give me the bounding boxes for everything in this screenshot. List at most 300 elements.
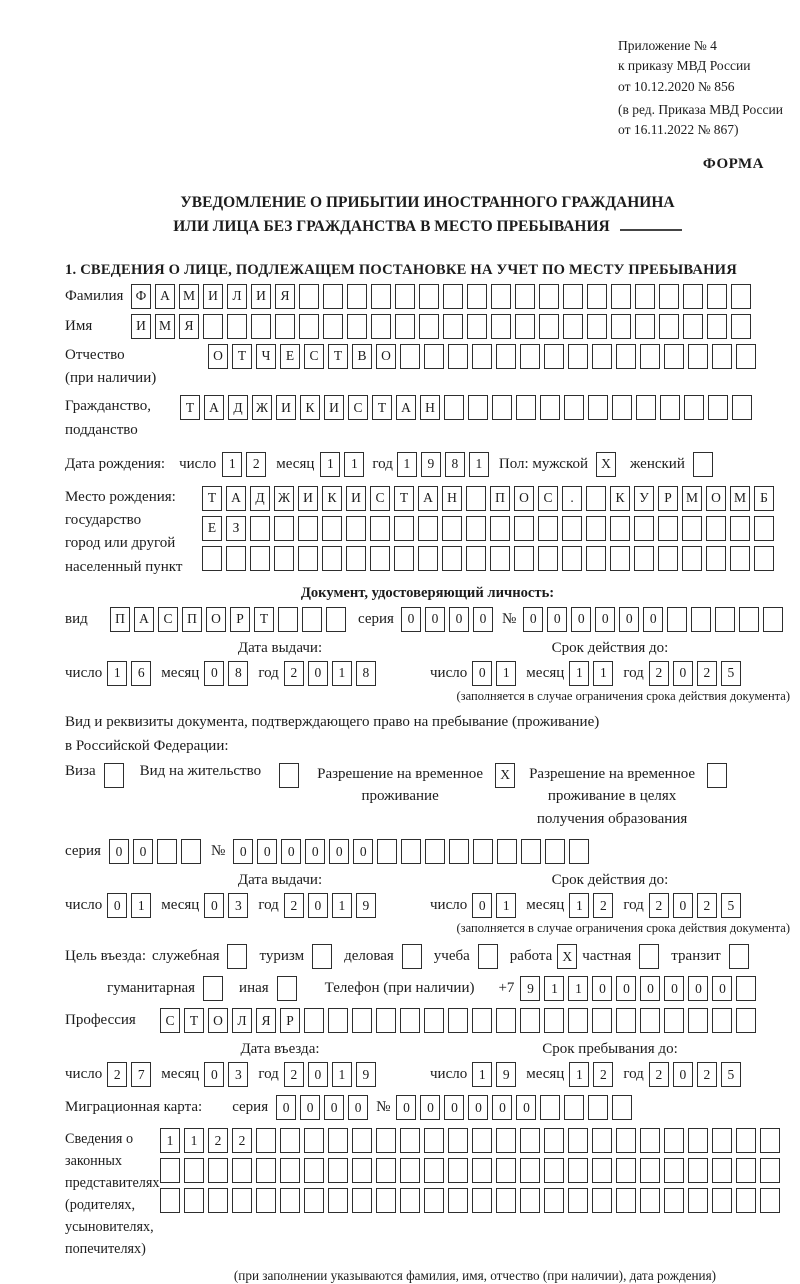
char-cell[interactable]: 0 — [396, 1095, 416, 1120]
char-cell[interactable] — [682, 546, 702, 571]
char-cell[interactable] — [658, 516, 678, 541]
char-cell[interactable] — [544, 1128, 564, 1153]
char-cell[interactable] — [563, 284, 583, 309]
char-cell[interactable]: О — [706, 486, 726, 511]
purpose-rabota-checkbox[interactable]: X — [557, 944, 577, 969]
char-cell[interactable]: 0 — [204, 661, 224, 686]
char-cell[interactable]: 0 — [616, 976, 636, 1001]
char-cell[interactable] — [592, 1188, 612, 1213]
purpose-inaya-checkbox[interactable] — [277, 976, 297, 1001]
char-cell[interactable] — [468, 395, 488, 420]
char-cell[interactable] — [256, 1188, 276, 1213]
char-cell[interactable] — [394, 546, 414, 571]
char-cell[interactable] — [443, 284, 463, 309]
char-cell[interactable] — [299, 314, 319, 339]
char-cell[interactable]: 9 — [356, 1062, 376, 1087]
vnzh-checkbox[interactable] — [279, 763, 299, 788]
char-cell[interactable] — [730, 516, 750, 541]
char-cell[interactable] — [466, 546, 486, 571]
char-cell[interactable] — [448, 1008, 468, 1033]
char-cell[interactable]: 0 — [673, 661, 693, 686]
char-cell[interactable] — [442, 546, 462, 571]
rvp-edu-checkbox[interactable] — [707, 763, 727, 788]
char-cell[interactable]: Л — [227, 284, 247, 309]
char-cell[interactable] — [640, 1188, 660, 1213]
char-cell[interactable]: 2 — [208, 1128, 228, 1153]
char-cell[interactable] — [442, 516, 462, 541]
char-cell[interactable]: 0 — [133, 839, 153, 864]
char-cell[interactable]: 2 — [232, 1128, 252, 1153]
char-cell[interactable] — [395, 314, 415, 339]
char-cell[interactable]: 0 — [640, 976, 660, 1001]
char-cell[interactable] — [466, 516, 486, 541]
char-cell[interactable]: Я — [275, 284, 295, 309]
char-cell[interactable]: С — [538, 486, 558, 511]
char-cell[interactable] — [640, 1158, 660, 1183]
char-cell[interactable] — [520, 1008, 540, 1033]
char-cell[interactable]: П — [490, 486, 510, 511]
char-cell[interactable]: И — [298, 486, 318, 511]
char-cell[interactable] — [184, 1158, 204, 1183]
char-cell[interactable] — [739, 607, 759, 632]
char-cell[interactable] — [712, 1128, 732, 1153]
char-cell[interactable] — [544, 1158, 564, 1183]
char-cell[interactable]: 0 — [348, 1095, 368, 1120]
char-cell[interactable] — [443, 314, 463, 339]
char-cell[interactable]: 0 — [308, 661, 328, 686]
char-cell[interactable]: 0 — [492, 1095, 512, 1120]
char-cell[interactable] — [520, 1128, 540, 1153]
char-cell[interactable]: Ф — [131, 284, 151, 309]
char-cell[interactable]: 2 — [649, 1062, 669, 1087]
char-cell[interactable]: Р — [658, 486, 678, 511]
char-cell[interactable]: 5 — [721, 661, 741, 686]
char-cell[interactable] — [371, 314, 391, 339]
char-cell[interactable] — [731, 314, 751, 339]
char-cell[interactable]: 0 — [324, 1095, 344, 1120]
char-cell[interactable]: Е — [202, 516, 222, 541]
char-cell[interactable]: 9 — [520, 976, 540, 1001]
char-cell[interactable] — [564, 1095, 584, 1120]
char-cell[interactable] — [684, 395, 704, 420]
char-cell[interactable]: А — [396, 395, 416, 420]
char-cell[interactable]: 1 — [544, 976, 564, 1001]
char-cell[interactable] — [688, 1158, 708, 1183]
char-cell[interactable]: К — [322, 486, 342, 511]
char-cell[interactable] — [278, 607, 298, 632]
char-cell[interactable]: 2 — [697, 1062, 717, 1087]
char-cell[interactable] — [376, 1008, 396, 1033]
char-cell[interactable] — [736, 976, 756, 1001]
sex-female-checkbox[interactable] — [693, 452, 713, 477]
char-cell[interactable]: И — [203, 284, 223, 309]
char-cell[interactable] — [640, 1128, 660, 1153]
char-cell[interactable] — [715, 607, 735, 632]
char-cell[interactable]: 1 — [332, 893, 352, 918]
char-cell[interactable] — [736, 1158, 756, 1183]
char-cell[interactable] — [208, 1188, 228, 1213]
purpose-tranzit-checkbox[interactable] — [729, 944, 749, 969]
char-cell[interactable]: Р — [230, 607, 250, 632]
char-cell[interactable] — [539, 284, 559, 309]
char-cell[interactable]: 0 — [204, 893, 224, 918]
char-cell[interactable]: 2 — [246, 452, 266, 477]
char-cell[interactable] — [562, 516, 582, 541]
char-cell[interactable]: Е — [280, 344, 300, 369]
char-cell[interactable] — [466, 486, 486, 511]
char-cell[interactable]: 0 — [257, 839, 277, 864]
char-cell[interactable]: 0 — [595, 607, 615, 632]
char-cell[interactable]: 0 — [276, 1095, 296, 1120]
char-cell[interactable] — [688, 344, 708, 369]
char-cell[interactable] — [521, 839, 541, 864]
char-cell[interactable] — [683, 314, 703, 339]
char-cell[interactable]: 0 — [329, 839, 349, 864]
char-cell[interactable] — [181, 839, 201, 864]
char-cell[interactable] — [418, 546, 438, 571]
char-cell[interactable]: 0 — [444, 1095, 464, 1120]
char-cell[interactable] — [592, 344, 612, 369]
char-cell[interactable]: С — [160, 1008, 180, 1033]
char-cell[interactable] — [616, 1188, 636, 1213]
char-cell[interactable] — [610, 546, 630, 571]
char-cell[interactable] — [664, 1158, 684, 1183]
char-cell[interactable] — [586, 516, 606, 541]
char-cell[interactable]: 1 — [569, 893, 589, 918]
char-cell[interactable]: 3 — [228, 893, 248, 918]
char-cell[interactable] — [496, 1158, 516, 1183]
char-cell[interactable]: С — [158, 607, 178, 632]
char-cell[interactable] — [612, 395, 632, 420]
char-cell[interactable] — [514, 546, 534, 571]
char-cell[interactable]: Н — [442, 486, 462, 511]
char-cell[interactable] — [707, 284, 727, 309]
char-cell[interactable] — [449, 839, 469, 864]
char-cell[interactable] — [588, 1095, 608, 1120]
char-cell[interactable] — [664, 1008, 684, 1033]
char-cell[interactable] — [592, 1158, 612, 1183]
char-cell[interactable]: К — [610, 486, 630, 511]
char-cell[interactable] — [586, 486, 606, 511]
char-cell[interactable]: 1 — [332, 661, 352, 686]
char-cell[interactable]: Т — [180, 395, 200, 420]
char-cell[interactable] — [328, 1188, 348, 1213]
char-cell[interactable] — [588, 395, 608, 420]
char-cell[interactable] — [472, 1008, 492, 1033]
char-cell[interactable] — [370, 546, 390, 571]
char-cell[interactable] — [473, 839, 493, 864]
char-cell[interactable]: С — [348, 395, 368, 420]
char-cell[interactable] — [538, 546, 558, 571]
char-cell[interactable] — [515, 314, 535, 339]
char-cell[interactable] — [754, 546, 774, 571]
char-cell[interactable] — [736, 1128, 756, 1153]
char-cell[interactable] — [587, 284, 607, 309]
char-cell[interactable] — [371, 284, 391, 309]
char-cell[interactable]: 2 — [284, 661, 304, 686]
char-cell[interactable]: 2 — [284, 1062, 304, 1087]
char-cell[interactable]: М — [179, 284, 199, 309]
char-cell[interactable] — [400, 344, 420, 369]
char-cell[interactable] — [490, 546, 510, 571]
char-cell[interactable] — [448, 1128, 468, 1153]
char-cell[interactable]: 1 — [332, 1062, 352, 1087]
char-cell[interactable] — [424, 1188, 444, 1213]
char-cell[interactable]: 1 — [344, 452, 364, 477]
char-cell[interactable] — [544, 344, 564, 369]
char-cell[interactable] — [664, 1128, 684, 1153]
char-cell[interactable] — [736, 1008, 756, 1033]
char-cell[interactable]: С — [370, 486, 390, 511]
char-cell[interactable] — [347, 314, 367, 339]
char-cell[interactable]: 5 — [721, 893, 741, 918]
char-cell[interactable] — [202, 546, 222, 571]
char-cell[interactable] — [515, 284, 535, 309]
char-cell[interactable] — [496, 344, 516, 369]
char-cell[interactable]: 0 — [619, 607, 639, 632]
char-cell[interactable] — [658, 546, 678, 571]
rvp-checkbox[interactable]: X — [495, 763, 515, 788]
purpose-delovaya-checkbox[interactable] — [402, 944, 422, 969]
char-cell[interactable] — [587, 314, 607, 339]
char-cell[interactable] — [520, 1188, 540, 1213]
char-cell[interactable]: 1 — [496, 661, 516, 686]
char-cell[interactable] — [227, 314, 247, 339]
char-cell[interactable] — [514, 516, 534, 541]
char-cell[interactable] — [564, 395, 584, 420]
char-cell[interactable]: 2 — [284, 893, 304, 918]
char-cell[interactable] — [401, 839, 421, 864]
char-cell[interactable]: 2 — [649, 893, 669, 918]
char-cell[interactable]: Ж — [252, 395, 272, 420]
char-cell[interactable]: 0 — [468, 1095, 488, 1120]
purpose-gumanitarnaya-checkbox[interactable] — [203, 976, 223, 1001]
char-cell[interactable]: 1 — [131, 893, 151, 918]
char-cell[interactable] — [226, 546, 246, 571]
char-cell[interactable]: 8 — [228, 661, 248, 686]
char-cell[interactable] — [730, 546, 750, 571]
purpose-turizm-checkbox[interactable] — [312, 944, 332, 969]
char-cell[interactable] — [640, 344, 660, 369]
char-cell[interactable]: Я — [256, 1008, 276, 1033]
char-cell[interactable]: 1 — [593, 661, 613, 686]
char-cell[interactable]: А — [418, 486, 438, 511]
char-cell[interactable] — [491, 284, 511, 309]
char-cell[interactable]: 0 — [523, 607, 543, 632]
char-cell[interactable] — [346, 516, 366, 541]
char-cell[interactable]: 1 — [107, 661, 127, 686]
char-cell[interactable] — [472, 1128, 492, 1153]
char-cell[interactable]: О — [208, 344, 228, 369]
char-cell[interactable]: 0 — [300, 1095, 320, 1120]
char-cell[interactable]: 1 — [569, 661, 589, 686]
char-cell[interactable] — [298, 546, 318, 571]
char-cell[interactable] — [659, 314, 679, 339]
char-cell[interactable] — [346, 546, 366, 571]
char-cell[interactable]: 2 — [697, 893, 717, 918]
char-cell[interactable]: Л — [232, 1008, 252, 1033]
char-cell[interactable] — [592, 1008, 612, 1033]
char-cell[interactable]: 0 — [420, 1095, 440, 1120]
char-cell[interactable]: З — [226, 516, 246, 541]
char-cell[interactable] — [708, 395, 728, 420]
char-cell[interactable] — [612, 1095, 632, 1120]
char-cell[interactable]: Б — [754, 486, 774, 511]
char-cell[interactable]: 0 — [688, 976, 708, 1001]
char-cell[interactable] — [448, 1158, 468, 1183]
char-cell[interactable] — [568, 1008, 588, 1033]
char-cell[interactable] — [706, 546, 726, 571]
char-cell[interactable]: 0 — [425, 607, 445, 632]
char-cell[interactable]: Ч — [256, 344, 276, 369]
char-cell[interactable]: С — [304, 344, 324, 369]
char-cell[interactable]: 1 — [569, 1062, 589, 1087]
char-cell[interactable] — [322, 516, 342, 541]
char-cell[interactable] — [520, 1158, 540, 1183]
char-cell[interactable]: 0 — [712, 976, 732, 1001]
char-cell[interactable] — [250, 516, 270, 541]
char-cell[interactable] — [497, 839, 517, 864]
char-cell[interactable] — [634, 546, 654, 571]
char-cell[interactable] — [562, 546, 582, 571]
char-cell[interactable] — [538, 516, 558, 541]
char-cell[interactable]: Т — [254, 607, 274, 632]
char-cell[interactable] — [544, 1008, 564, 1033]
char-cell[interactable] — [760, 1188, 780, 1213]
char-cell[interactable] — [611, 284, 631, 309]
char-cell[interactable]: 0 — [473, 607, 493, 632]
char-cell[interactable] — [472, 1188, 492, 1213]
char-cell[interactable]: М — [155, 314, 175, 339]
char-cell[interactable]: 1 — [160, 1128, 180, 1153]
char-cell[interactable] — [616, 1128, 636, 1153]
char-cell[interactable] — [302, 607, 322, 632]
char-cell[interactable] — [184, 1188, 204, 1213]
char-cell[interactable]: 0 — [547, 607, 567, 632]
char-cell[interactable]: Т — [202, 486, 222, 511]
char-cell[interactable] — [540, 1095, 560, 1120]
char-cell[interactable] — [496, 1188, 516, 1213]
char-cell[interactable]: Т — [328, 344, 348, 369]
char-cell[interactable]: П — [110, 607, 130, 632]
char-cell[interactable] — [232, 1158, 252, 1183]
char-cell[interactable] — [275, 314, 295, 339]
char-cell[interactable]: 0 — [643, 607, 663, 632]
char-cell[interactable]: 0 — [281, 839, 301, 864]
char-cell[interactable] — [250, 546, 270, 571]
char-cell[interactable]: 2 — [593, 1062, 613, 1087]
char-cell[interactable] — [424, 1158, 444, 1183]
char-cell[interactable]: 2 — [593, 893, 613, 918]
char-cell[interactable]: Ж — [274, 486, 294, 511]
char-cell[interactable] — [232, 1188, 252, 1213]
char-cell[interactable] — [592, 1128, 612, 1153]
char-cell[interactable] — [544, 1188, 564, 1213]
char-cell[interactable] — [540, 395, 560, 420]
char-cell[interactable] — [352, 1008, 372, 1033]
char-cell[interactable]: А — [204, 395, 224, 420]
char-cell[interactable] — [490, 516, 510, 541]
char-cell[interactable]: 1 — [222, 452, 242, 477]
char-cell[interactable] — [660, 395, 680, 420]
char-cell[interactable]: 6 — [131, 661, 151, 686]
sex-male-checkbox[interactable]: X — [596, 452, 616, 477]
char-cell[interactable] — [328, 1008, 348, 1033]
char-cell[interactable]: 1 — [568, 976, 588, 1001]
char-cell[interactable]: 1 — [496, 893, 516, 918]
char-cell[interactable] — [304, 1128, 324, 1153]
char-cell[interactable] — [352, 1188, 372, 1213]
char-cell[interactable] — [328, 1158, 348, 1183]
char-cell[interactable]: 8 — [356, 661, 376, 686]
char-cell[interactable]: 0 — [353, 839, 373, 864]
char-cell[interactable] — [467, 284, 487, 309]
char-cell[interactable] — [563, 314, 583, 339]
char-cell[interactable] — [376, 1188, 396, 1213]
char-cell[interactable]: 2 — [107, 1062, 127, 1087]
char-cell[interactable]: О — [206, 607, 226, 632]
char-cell[interactable] — [616, 344, 636, 369]
char-cell[interactable]: 9 — [496, 1062, 516, 1087]
char-cell[interactable]: 2 — [697, 661, 717, 686]
char-cell[interactable] — [400, 1188, 420, 1213]
char-cell[interactable] — [352, 1128, 372, 1153]
char-cell[interactable] — [157, 839, 177, 864]
char-cell[interactable] — [569, 839, 589, 864]
char-cell[interactable] — [664, 1188, 684, 1213]
visa-checkbox[interactable] — [104, 763, 124, 788]
char-cell[interactable] — [424, 1008, 444, 1033]
char-cell[interactable] — [610, 516, 630, 541]
char-cell[interactable]: 0 — [109, 839, 129, 864]
char-cell[interactable] — [472, 1158, 492, 1183]
char-cell[interactable] — [376, 1158, 396, 1183]
char-cell[interactable] — [496, 1128, 516, 1153]
char-cell[interactable]: И — [131, 314, 151, 339]
char-cell[interactable]: 0 — [673, 893, 693, 918]
char-cell[interactable]: И — [251, 284, 271, 309]
char-cell[interactable] — [400, 1008, 420, 1033]
char-cell[interactable]: 9 — [421, 452, 441, 477]
char-cell[interactable] — [736, 1188, 756, 1213]
char-cell[interactable]: Н — [420, 395, 440, 420]
char-cell[interactable] — [492, 395, 512, 420]
char-cell[interactable]: О — [376, 344, 396, 369]
char-cell[interactable] — [496, 1008, 516, 1033]
char-cell[interactable] — [419, 314, 439, 339]
char-cell[interactable] — [425, 839, 445, 864]
char-cell[interactable]: А — [155, 284, 175, 309]
char-cell[interactable]: А — [226, 486, 246, 511]
char-cell[interactable] — [763, 607, 783, 632]
char-cell[interactable] — [568, 1158, 588, 1183]
char-cell[interactable] — [568, 344, 588, 369]
char-cell[interactable] — [611, 314, 631, 339]
char-cell[interactable] — [568, 1128, 588, 1153]
char-cell[interactable] — [323, 284, 343, 309]
char-cell[interactable]: Д — [228, 395, 248, 420]
char-cell[interactable]: 0 — [472, 661, 492, 686]
char-cell[interactable] — [707, 314, 727, 339]
char-cell[interactable] — [635, 284, 655, 309]
char-cell[interactable] — [424, 344, 444, 369]
char-cell[interactable] — [304, 1008, 324, 1033]
char-cell[interactable] — [640, 1008, 660, 1033]
char-cell[interactable] — [251, 314, 271, 339]
char-cell[interactable]: 9 — [356, 893, 376, 918]
char-cell[interactable]: 0 — [308, 1062, 328, 1087]
char-cell[interactable] — [208, 1158, 228, 1183]
